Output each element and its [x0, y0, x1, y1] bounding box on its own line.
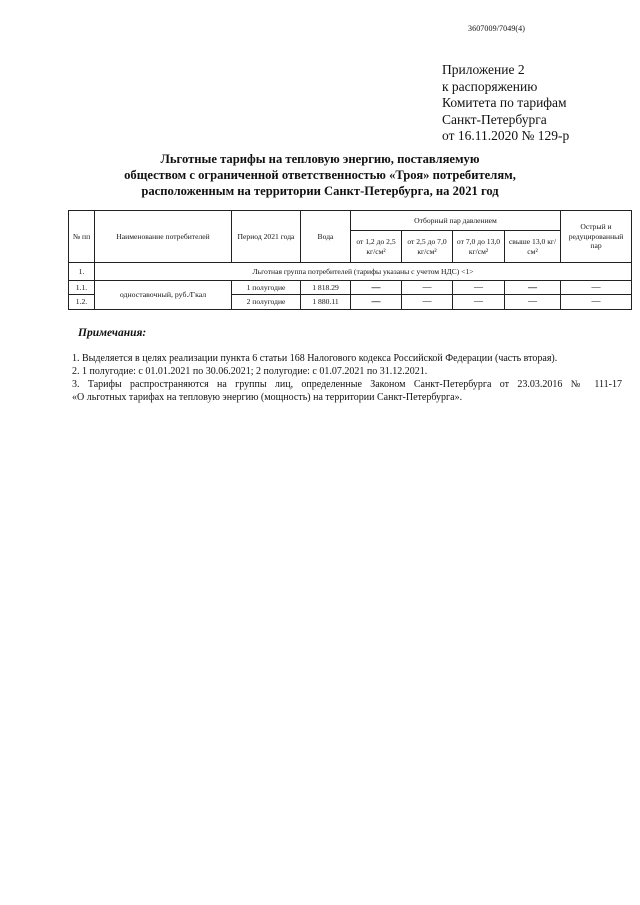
- notes-title: Примечания:: [78, 327, 147, 339]
- note-item: 3. Тарифы распространяются на группы лиц, определенные Законом Санкт-Петербурга от 23.03.2016 № 111-17: [72, 379, 622, 390]
- header-steam-4: свыше 13,0 кг/см²: [505, 231, 561, 263]
- header-consumer: Наименование потребителей: [95, 211, 232, 263]
- title-line: расположенным на территории Санкт-Петербурга, на 2021 год: [141, 184, 499, 198]
- group-label: Льготная группа потребителей (тарифы указаны с учетом НДС) <1>: [95, 263, 632, 281]
- header-steam-1: от 1,2 до 2,5 кг/см²: [351, 231, 402, 263]
- appendix-line: Комитета по тарифам: [442, 95, 567, 110]
- title-line: обществом с ограниченной ответственностью «Троя» потребителям,: [124, 168, 516, 182]
- note-item: 2. 1 полугодие: с 01.01.2021 по 30.06.2021; 2 полугодие: с 01.07.2021 по 31.12.2021.: [72, 366, 428, 377]
- notes-block: [72, 352, 622, 404]
- table-row: [69, 281, 632, 295]
- appendix-block: [442, 62, 569, 145]
- row-num: 1.2.: [69, 295, 95, 310]
- row-steam-3: —: [453, 295, 505, 310]
- table-group-row: [69, 263, 632, 281]
- row-steam-2: —: [402, 281, 453, 295]
- row-steam-4: —: [505, 281, 561, 295]
- document-id: 3607009/7049(4): [468, 24, 526, 33]
- header-water: Вода: [301, 211, 351, 263]
- row-sharp-steam: —: [561, 281, 632, 295]
- appendix-line: Санкт-Петербурга: [442, 111, 547, 127]
- appendix-line: от 16.11.2020 № 129-р: [442, 128, 570, 143]
- row-steam-4: —: [505, 295, 561, 310]
- row-period: 2 полугодие: [232, 295, 301, 310]
- note-item-continued: «О льготных тарифах на тепловую энергию (мощность) на территории Санкт-Петербурга».: [72, 392, 463, 403]
- header-period: Период 2021 года: [232, 211, 301, 263]
- row-period: 1 полугодие: [232, 281, 301, 295]
- row-num: 1.1.: [69, 281, 95, 295]
- table-header-row: [69, 211, 632, 231]
- document-title: [60, 151, 580, 199]
- header-steam-2: от 2,5 до 7,0 кг/см²: [402, 231, 453, 263]
- row-sharp-steam: —: [561, 295, 632, 310]
- header-num: № пп: [69, 211, 95, 263]
- appendix-line: Приложение 2: [442, 62, 525, 77]
- row-steam-3: —: [453, 281, 505, 295]
- tariff-table: [68, 210, 632, 310]
- row-water: 1 818.29: [301, 281, 351, 295]
- row-steam-1: —: [351, 281, 402, 295]
- note-item: 1. Выделяется в целях реализации пункта 6 статьи 168 Налогового кодекса Российской Федерации (часть вторая).: [72, 353, 558, 364]
- header-steam-group: Отборный пар давлением: [351, 211, 561, 231]
- row-steam-2: —: [402, 295, 453, 310]
- header-sharp-steam: Острый и редуцированный пар: [561, 211, 632, 263]
- header-steam-3: от 7,0 до 13,0 кг/см²: [453, 231, 505, 263]
- row-steam-1: —: [351, 295, 402, 310]
- group-num: 1.: [69, 263, 95, 281]
- title-line: Льготные тарифы на тепловую энергию, поставляемую: [160, 152, 480, 166]
- consumer-name: одноставочный, руб./Гкал: [95, 281, 232, 310]
- appendix-line: к распоряжению: [442, 78, 538, 94]
- row-water: 1 880.11: [301, 295, 351, 310]
